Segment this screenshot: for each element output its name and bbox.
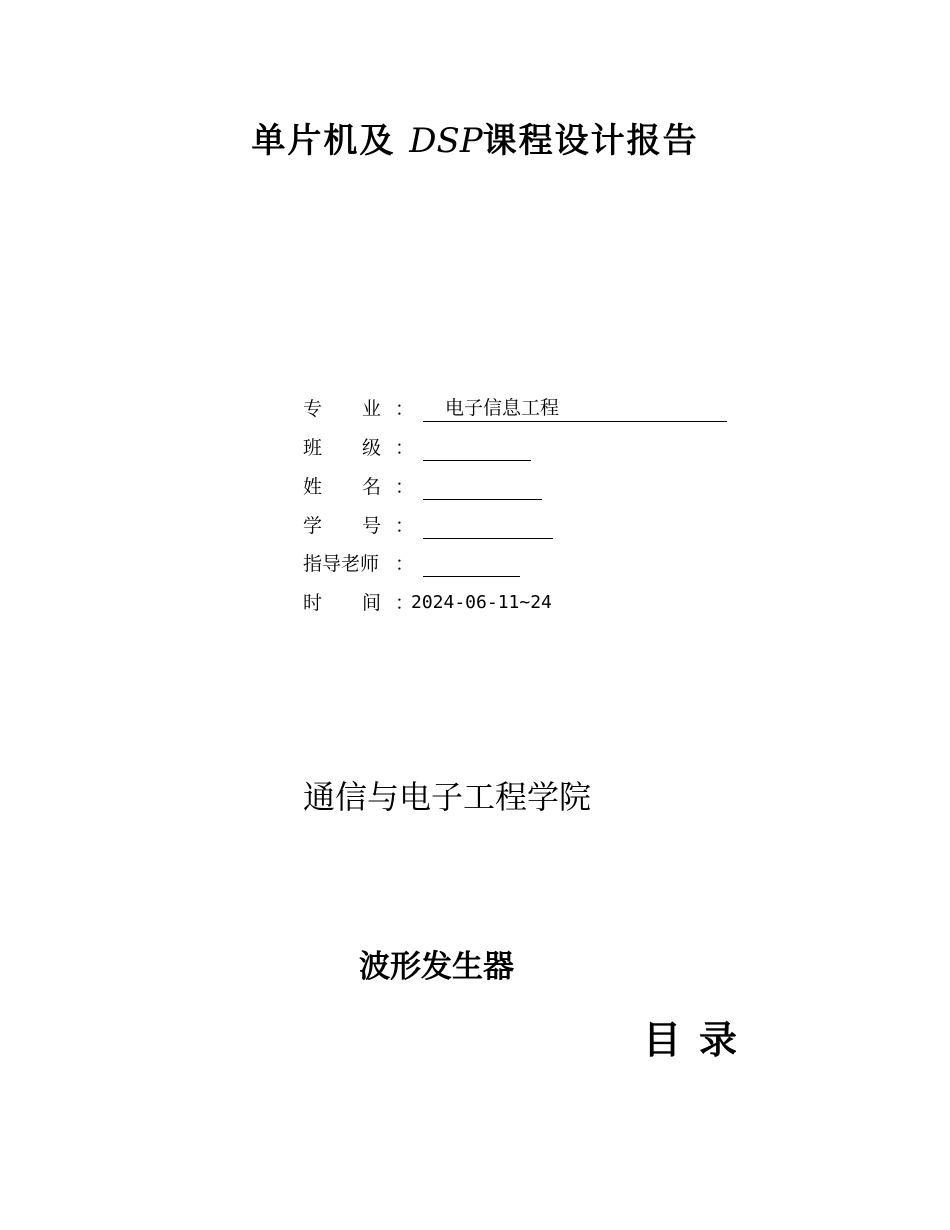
- class-label: 班级: [303, 437, 381, 459]
- class-colon: ：: [395, 437, 415, 459]
- student-id-colon: ：: [395, 515, 415, 537]
- report-title: [0, 118, 950, 164]
- student-id-underline: [423, 514, 553, 539]
- major-underline: [423, 397, 727, 422]
- advisor-colon: ：: [395, 553, 415, 575]
- name-field: [303, 474, 733, 500]
- major-value: 电子信息工程: [445, 397, 560, 419]
- time-label: 时间: [303, 592, 381, 614]
- class-underline: [423, 436, 531, 461]
- major-label: 专业: [303, 398, 381, 420]
- advisor-field: [303, 551, 733, 577]
- name-colon: ：: [395, 476, 415, 498]
- time-field: [303, 590, 733, 616]
- student-id-label: 学号: [303, 515, 381, 537]
- major-colon: ：: [395, 398, 415, 420]
- class-field: [303, 435, 733, 461]
- name-underline: [423, 475, 542, 500]
- project-subtitle: 波形发生器: [359, 949, 514, 985]
- name-label: 姓名: [303, 476, 381, 498]
- report-title-suffix: 课程设计报告: [482, 121, 699, 161]
- advisor-label: 指导老师: [303, 553, 380, 575]
- report-title-prefix: 单片机及: [251, 121, 396, 161]
- report-title-dsp: DSP: [409, 121, 483, 161]
- major-field: [303, 396, 733, 422]
- school-name: 通信与电子工程学院: [303, 778, 592, 816]
- advisor-underline: [423, 552, 520, 577]
- student-id-field: [303, 513, 733, 539]
- time-value: 2024-06-11~24: [411, 592, 552, 613]
- time-colon: ：: [395, 592, 415, 614]
- toc-heading: 目录: [643, 1018, 756, 1062]
